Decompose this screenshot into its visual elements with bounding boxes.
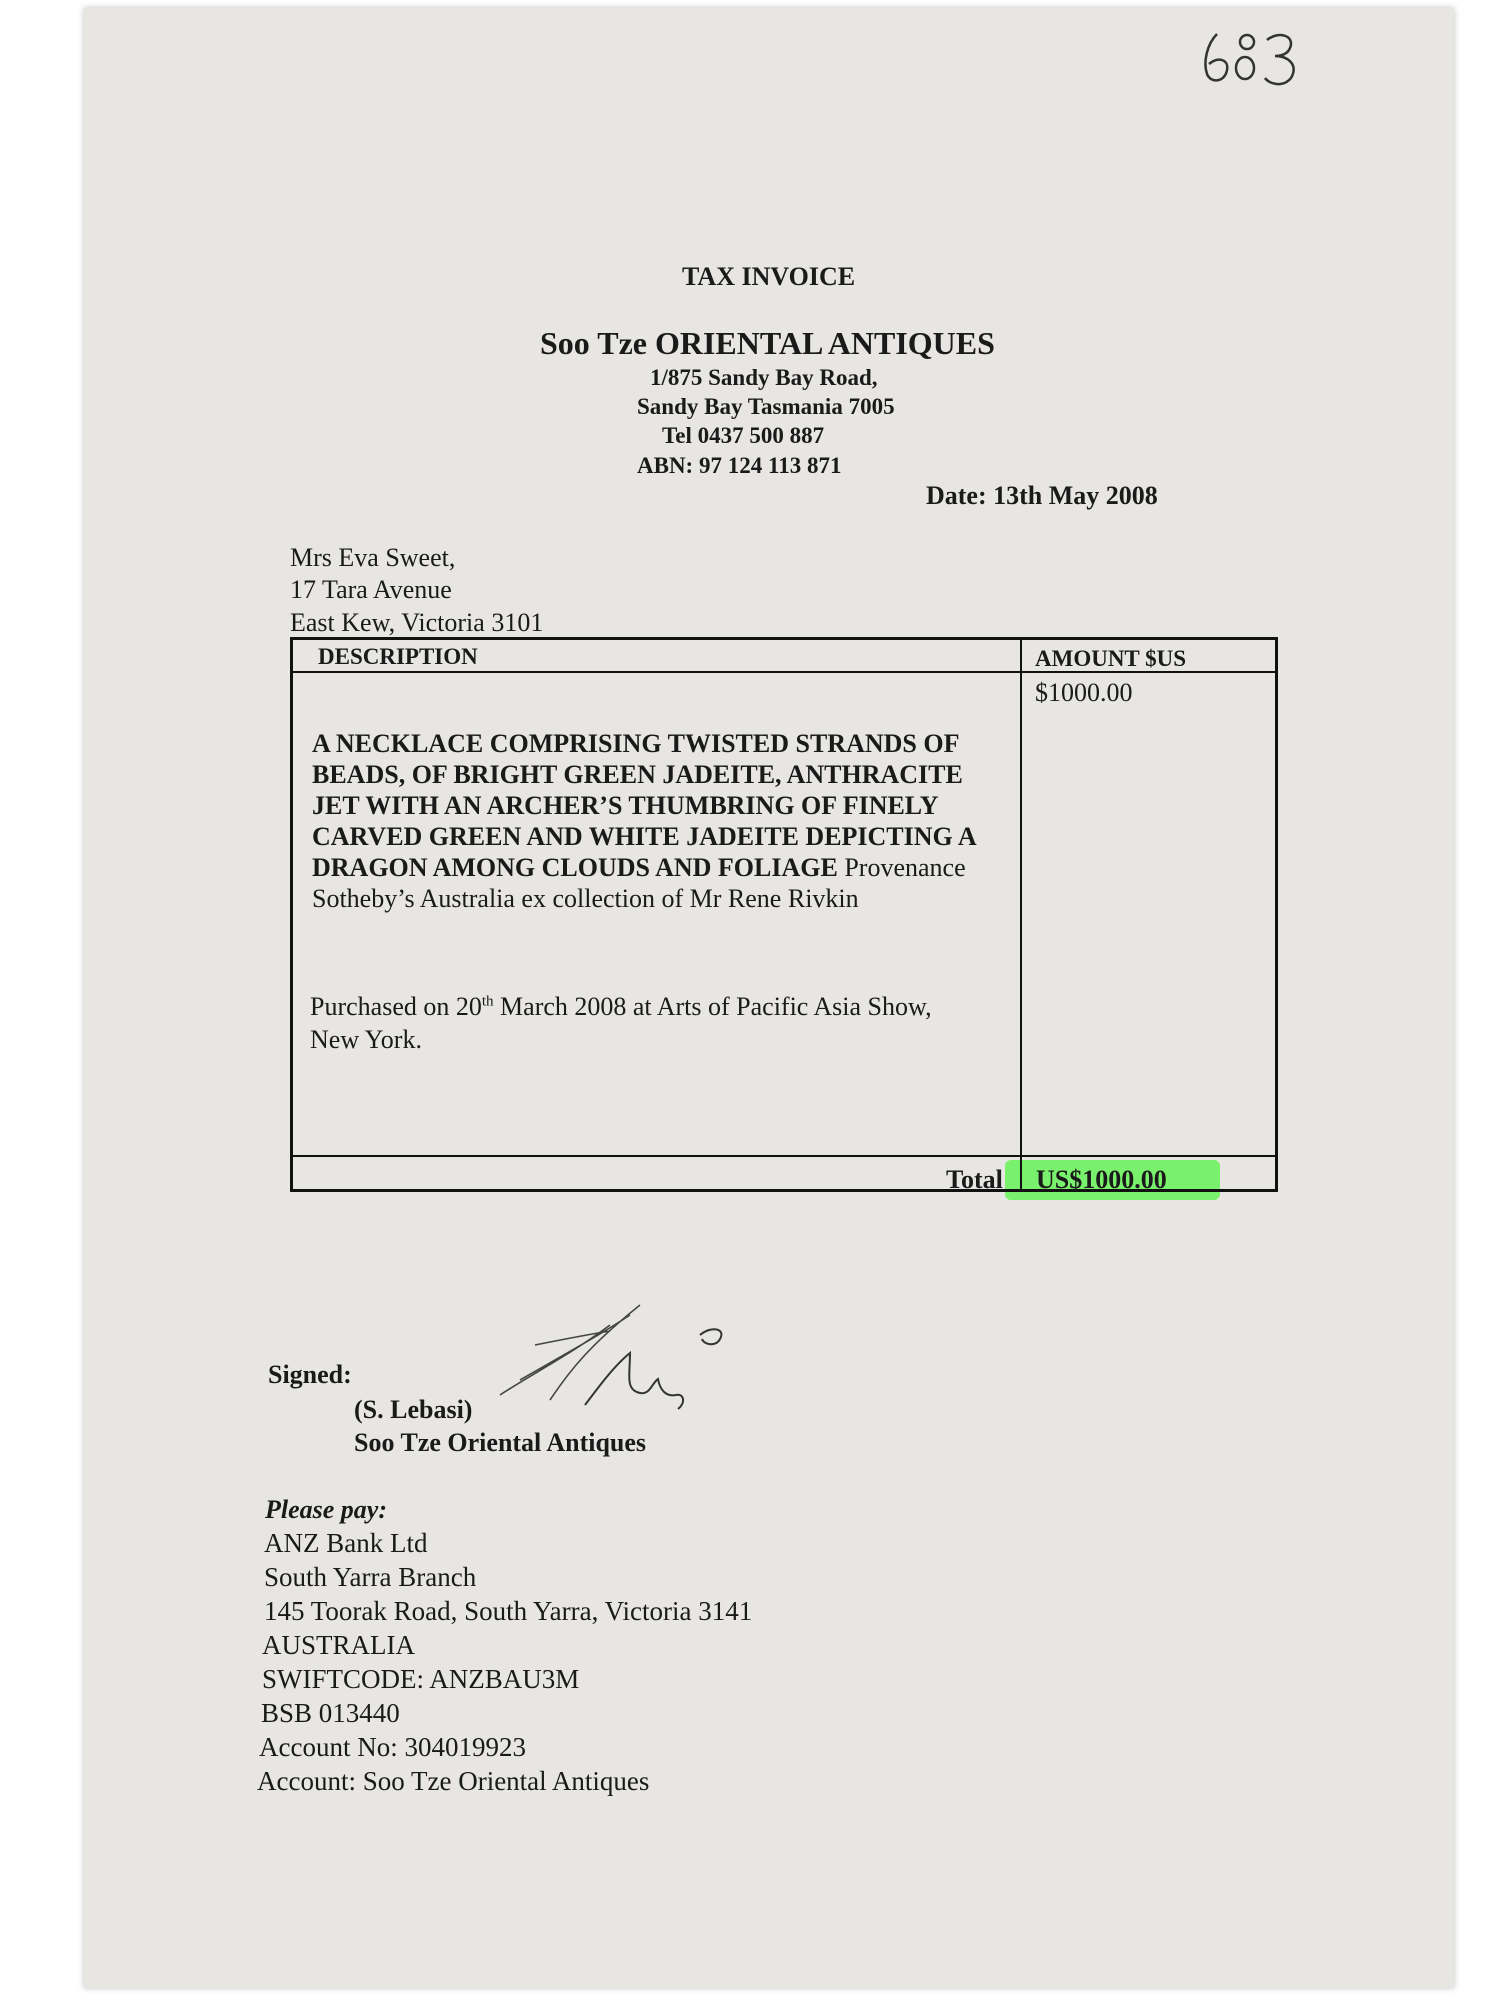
recipient-city: East Kew, Victoria 3101 [290, 608, 544, 637]
purchase-post: March 2008 at Arts of Pacific Asia Show, [493, 992, 932, 1021]
company-abn: ABN: 97 124 113 871 [637, 453, 842, 478]
invoice-table [290, 637, 1278, 1192]
item-description [312, 728, 1020, 914]
description-line: CARVED GREEN AND WHITE JADEITE DEPICTING A [312, 822, 977, 851]
company-name-main: ORIENTAL ANTIQUES [654, 325, 995, 361]
payment-swift: SWIFTCODE: ANZBAU3M [262, 1664, 580, 1694]
line-item-amount: $1000.00 [1035, 678, 1133, 707]
table-total-divider [290, 1155, 1278, 1157]
invoice-date: Date: 13th May 2008 [926, 481, 1158, 510]
signer-name: (S. Lebasi) [354, 1395, 473, 1424]
total-value: US$1000.00 [1036, 1165, 1167, 1194]
payment-branch: South Yarra Branch [264, 1562, 477, 1592]
company-address1: 1/875 Sandy Bay Road, [650, 365, 878, 390]
provenance-word: Provenance [837, 853, 966, 882]
column-header-amount: AMOUNT $US [1035, 646, 1187, 671]
handwritten-number-683 [1195, 22, 1315, 92]
provenance-line: Sotheby’s Australia ex collection of Mr Rene Rivkin [312, 884, 859, 913]
purchase-line-2: New York. [310, 1025, 422, 1054]
payment-country: AUSTRALIA [262, 1630, 415, 1660]
payment-bank: ANZ Bank Ltd [264, 1528, 428, 1558]
table-header-divider [290, 671, 1278, 673]
recipient-name: Mrs Eva Sweet, [290, 543, 456, 572]
signer-company: Soo Tze Oriental Antiques [354, 1428, 647, 1457]
column-header-description: DESCRIPTION [318, 644, 478, 669]
description-line: A NECKLACE COMPRISING TWISTED STRANDS OF [312, 729, 960, 758]
description-line [312, 852, 1020, 883]
payment-heading: Please pay: [265, 1495, 388, 1524]
payment-account-no: Account No: 304019923 [259, 1732, 526, 1762]
company-name-prefix: Soo Tze [540, 325, 647, 361]
company-tel: Tel 0437 500 887 [662, 423, 825, 448]
purchase-sup: th [481, 993, 494, 1010]
table-column-divider [1020, 637, 1022, 1192]
company-name [540, 327, 995, 359]
description-bold-tail: DRAGON AMONG CLOUDS AND FOLIAGE [312, 853, 838, 882]
payment-account-name: Account: Soo Tze Oriental Antiques [257, 1766, 650, 1796]
description-line: BEADS, OF BRIGHT GREEN JADEITE, ANTHRACITE [312, 760, 963, 789]
recipient-street: 17 Tara Avenue [290, 575, 452, 604]
signed-label: Signed: [268, 1360, 352, 1389]
purchase-pre: Purchased on 20 [310, 992, 482, 1021]
purchase-line-1 [310, 994, 932, 1020]
description-line: JET WITH AN ARCHER’S THUMBRING OF FINELY [312, 791, 939, 820]
invoice-title: TAX INVOICE [682, 262, 856, 291]
payment-address: 145 Toorak Road, South Yarra, Victoria 3141 [264, 1596, 753, 1626]
signature-scribble [490, 1285, 750, 1435]
total-label: Total [946, 1165, 1003, 1194]
payment-bsb: BSB 013440 [261, 1698, 400, 1728]
company-address2: Sandy Bay Tasmania 7005 [637, 394, 895, 419]
